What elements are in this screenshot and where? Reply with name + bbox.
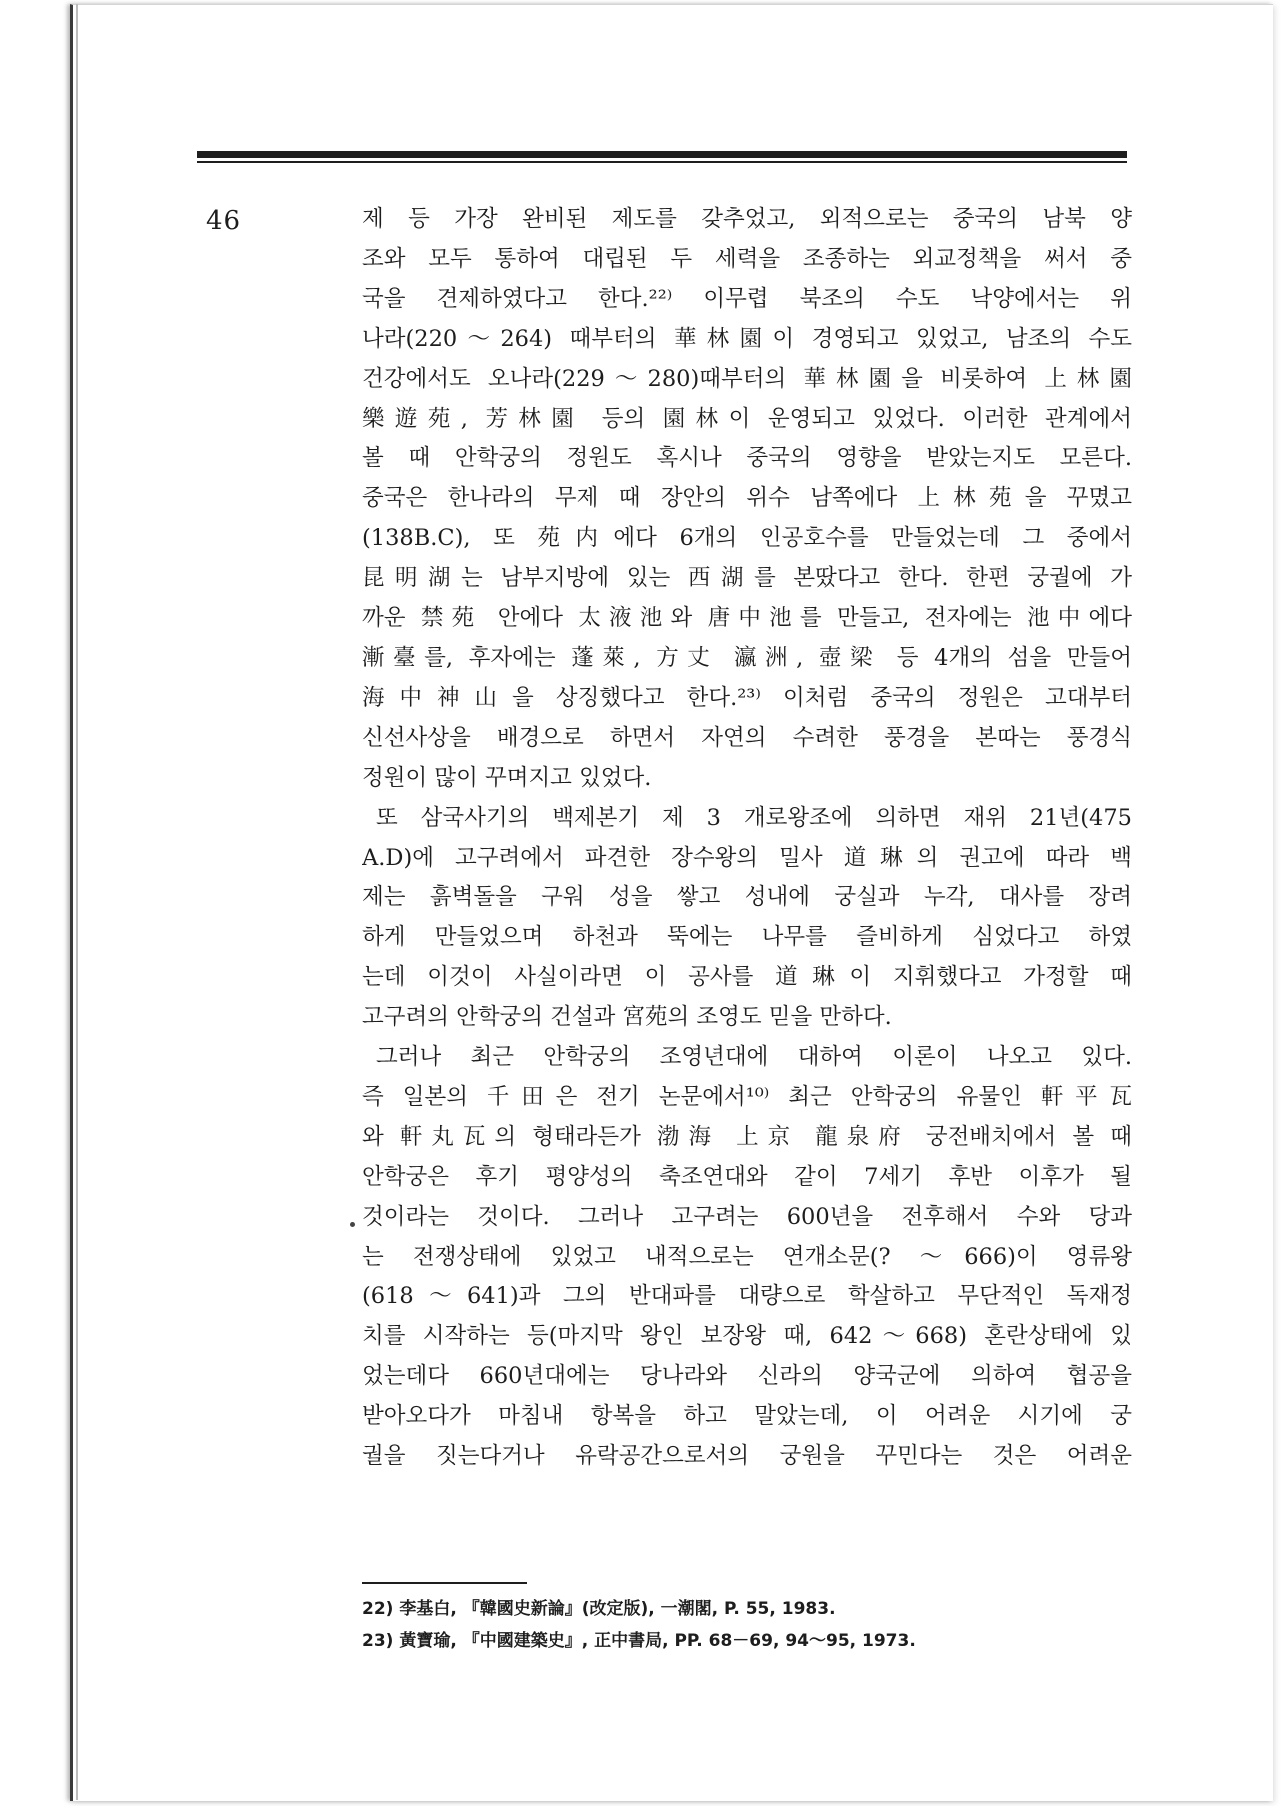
body-line: 하게 만들었으며 하천과 뚝에는 나무를 즐비하게 심었다고 하였 [362,924,1132,951]
body-line: 또 삼국사기의 백제본기 제 3 개로왕조에 의하면 재위 21년(475 [376,804,1132,831]
footnotes [362,1593,1132,1657]
body-line: 국을 견제하였다고 한다.²²⁾ 이무렵 북조의 수도 낙양에서는 위 [362,285,1132,312]
body-line: 제 등 가장 완비된 제도를 갖추었고, 외적으로는 중국의 남북 양 [362,206,1132,232]
page-number: 46 [206,206,242,236]
footnote-rule [362,1582,527,1584]
body-line: 海中神山을 상징했다고 한다.²³⁾ 이처럼 중국의 정원은 고대부터 [362,684,1132,711]
body-line: 궐을 짓는다거나 유락공간으로서의 궁원을 꾸민다는 것은 어려운 [362,1443,1132,1470]
body-line: 건강에서도 오나라(229～280)때부터의 華林園을 비롯하여 上林園 [362,365,1132,392]
body-line: 와 軒丸瓦의 형태라든가 渤海 上京 龍泉府 궁전배치에서 볼 때 [362,1123,1132,1150]
body-line: 漸臺를, 후자에는 蓬萊, 方丈 瀛洲, 壺梁 등 4개의 섬을 만들어 [362,644,1132,671]
body-line: 것이라는 것이다. 그러나 고구려는 600년을 전후해서 수와 당과 [362,1203,1132,1230]
body-line: 었는데다 660년대에는 당나라와 신라의 양국군에 의하여 협공을 [362,1363,1132,1390]
body-line: 樂遊苑, 芳林園 등의 園林이 운영되고 있었다. 이러한 관계에서 [362,405,1132,432]
body-line: 안학궁은 후기 평양성의 축조연대와 같이 7세기 후반 이후가 될 [362,1163,1132,1190]
body-line: 는데 이것이 사실이라면 이 공사를 道琳이 지휘했다고 가정할 때 [362,964,1132,991]
body-text [362,200,1132,1477]
body-line: 받아오다가 마침내 항복을 하고 말았는데, 이 어려운 시기에 궁 [362,1403,1132,1430]
body-line: 중국은 한나라의 무제 때 장안의 위수 남쪽에다 上林苑을 꾸몄고 [362,485,1132,512]
body-line: 고구려의 안학궁의 건설과 宮苑의 조영도 믿을 만하다. [362,1004,892,1031]
body-line: 볼 때 안학궁의 정원도 혹시나 중국의 영향을 받았는지도 모른다. [362,445,1132,472]
body-line: 는 전쟁상태에 있었고 내적으로는 연개소문(? ～666)이 영류왕 [362,1243,1132,1270]
body-line: 치를 시작하는 등(마지막 왕인 보장왕 때, 642～668) 혼란상태에 있 [362,1323,1132,1350]
header-rule-thick [197,151,1127,158]
stray-ink-mark [350,1222,355,1227]
body-line: (138B.C), 또 苑内에다 6개의 인공호수를 만들었는데 그 중에서 [362,525,1132,552]
body-line: 즉 일본의 千田은 전기 논문에서¹⁰⁾ 최근 안학궁의 유물인 軒平瓦 [362,1083,1132,1110]
header-rule-thin [197,161,1127,163]
footnote-22: 22) 李基白, 『韓國史新論』(改定版), 一潮閣, P. 55, 1983. [362,1599,836,1619]
body-line: (618～641)과 그의 반대파를 대량으로 학살하고 무단적인 독재정 [362,1283,1132,1310]
page-binding-edge [76,4,78,1800]
body-line: 제는 흙벽돌을 구워 성을 쌓고 성내에 궁실과 누각, 대사를 장려 [362,884,1132,911]
body-line: 신선사상을 배경으로 하면서 자연의 수려한 풍경을 본따는 풍경식 [362,724,1132,751]
body-line: 정원이 많이 꾸며지고 있었다. [362,764,652,791]
body-line: 그러나 최근 안학궁의 조영년대에 대하여 이론이 나오고 있다. [376,1044,1132,1071]
body-line: 나라(220～264) 때부터의 華林園이 경영되고 있었고, 남조의 수도 [362,325,1132,352]
footnote-23: 23) 黃寶瑜, 『中國建築史』, 正中書局, PP. 68－69, 94～95, 1973. [362,1631,916,1651]
body-line: 까운 禁苑 안에다 太液池와 唐中池를 만들고, 전자에는 池中에다 [362,605,1132,632]
body-line: 昆明湖는 남부지방에 있는 西湖를 본땄다고 한다. 한편 궁궐에 가 [362,565,1132,592]
body-line: A.D)에 고구려에서 파견한 장수왕의 밀사 道琳의 권고에 따라 백 [362,844,1132,871]
body-line: 조와 모두 통하여 대립된 두 세력을 조종하는 외교정책을 써서 중 [362,245,1132,272]
